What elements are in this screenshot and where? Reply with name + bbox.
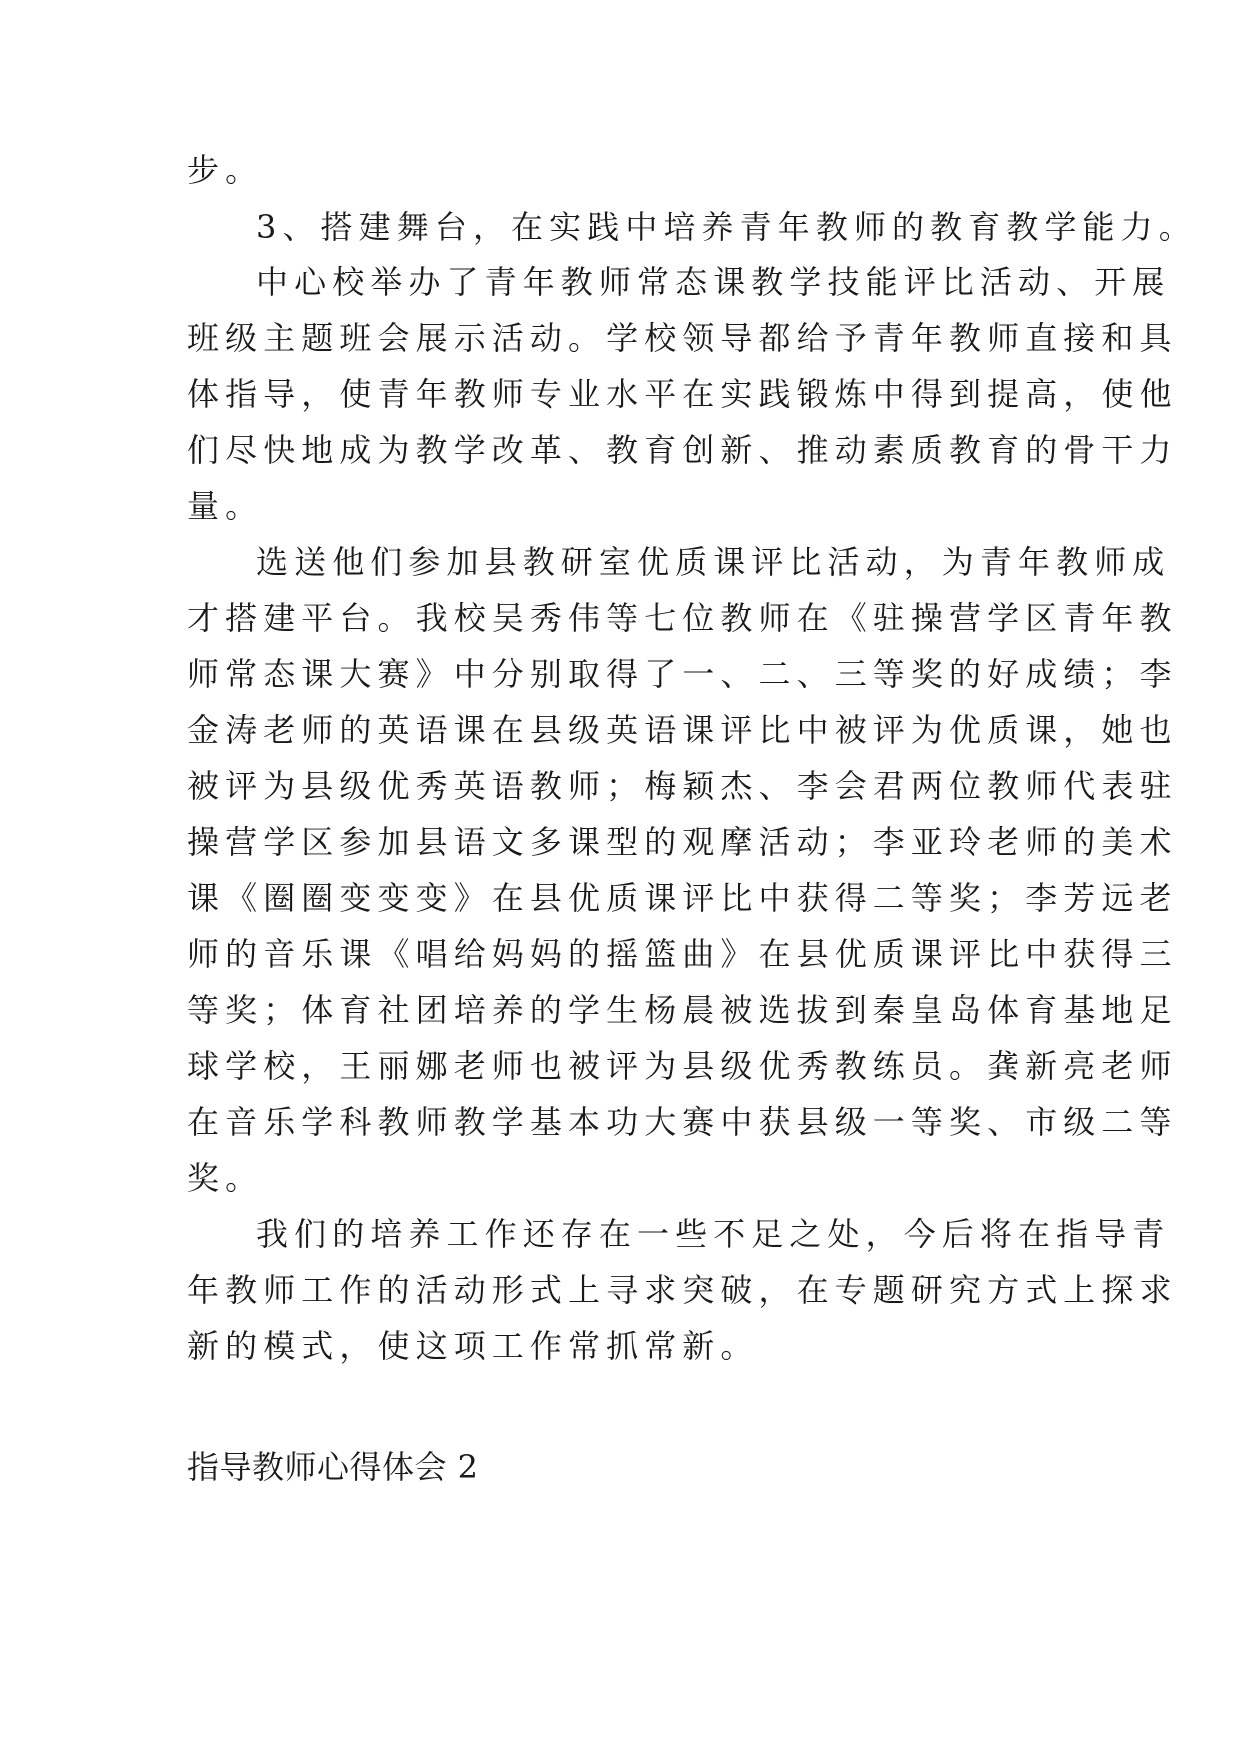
text-line: 3、搭建舞台，在实践中培养青年教师的教育教学能力。 [256,208,1197,246]
text-line: 师的音乐课《唱给妈妈的摇篮曲》在县优质课评比中获得三 [187,935,1178,973]
text-line: 才搭建平台。我校吴秀伟等七位教师在《驻操营学区青年教 [187,599,1178,637]
text-line: 师常态课大赛》中分别取得了一、二、三等奖的好成绩；李 [187,655,1178,693]
text-line: 量。 [187,487,264,525]
text-line: 球学校，王丽娜老师也被评为县级优秀教练员。龚新亮老师 [187,1047,1178,1085]
text-line: 们尽快地成为教学改革、教育创新、推动素质教育的骨干力 [187,431,1178,469]
text-line: 体指导，使青年教师专业水平在实践锻炼中得到提高，使他 [187,375,1178,413]
text-line: 操营学区参加县语文多课型的观摩活动；李亚玲老师的美术 [187,823,1178,861]
text-line: 我们的培养工作还存在一些不足之处，今后将在指导青 [256,1215,1171,1253]
text-line: 在音乐学科教师教学基本功大赛中获县级一等奖、市级二等 [187,1103,1178,1141]
text-line: 等奖；体育社团培养的学生杨晨被选拔到秦皇岛体育基地足 [187,991,1178,1029]
text-line: 课《圈圈变变变》在县优质课评比中获得二等奖；李芳远老 [187,879,1178,917]
text-line: 选送他们参加县教研室优质课评比活动，为青年教师成 [256,543,1171,581]
text-line: 年教师工作的活动形式上寻求突破，在专题研究方式上探求 [187,1271,1178,1309]
text-line: 步。 [187,151,264,189]
text-line: 中心校举办了青年教师常态课教学技能评比活动、开展 [256,263,1171,301]
text-line: 被评为县级优秀英语教师；梅颖杰、李会君两位教师代表驻 [187,767,1178,805]
section-heading: 指导教师心得体会 2 [187,1448,479,1486]
text-line: 班级主题班会展示活动。学校领导都给予青年教师直接和具 [187,319,1178,357]
text-line: 金涛老师的英语课在县级英语课评比中被评为优质课，她也 [187,711,1178,749]
text-line: 奖。 [187,1159,264,1197]
text-line: 新的模式，使这项工作常抓常新。 [187,1327,759,1365]
